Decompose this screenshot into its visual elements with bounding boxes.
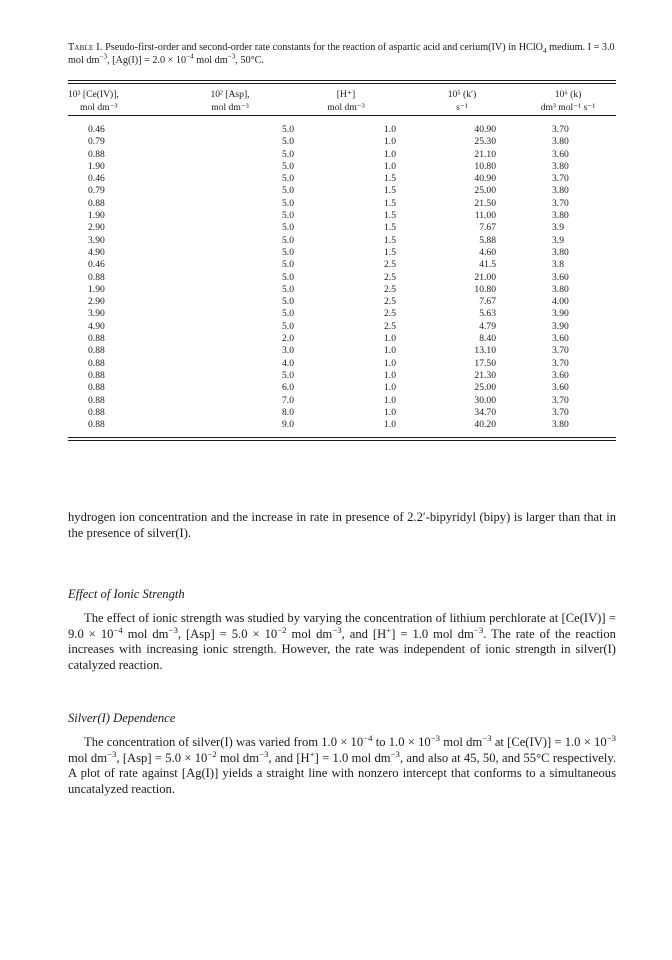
cell-ce-iv: 2.90 [88,296,105,308]
table-row [68,235,616,247]
cell-k: 3.70 [552,345,569,357]
cell-h-plus: 1.5 [384,173,396,185]
cell-k: 3.70 [552,357,569,369]
cell-asp: 5.0 [282,296,294,308]
cell-k: 3.9 [552,222,564,234]
cell-h-plus: 2.5 [384,308,396,320]
cell-k-prime: 7.67 [479,296,496,308]
cell-k-prime: 11.00 [474,210,496,222]
cell-h-plus: 1.0 [384,394,396,406]
cell-k-prime: 10.80 [474,283,496,295]
table-row [68,345,616,357]
cell-asp: 5.0 [282,320,294,332]
cell-ce-iv: 1.90 [88,160,105,172]
cell-k: 3.60 [552,333,569,345]
cell-k-prime: 30.00 [474,394,496,406]
cell-k-prime: 21.30 [474,369,496,381]
cell-h-plus: 1.5 [384,234,396,246]
cell-k-prime: 17.50 [474,357,496,369]
cell-k-prime: 25.00 [474,382,496,394]
cell-asp: 5.0 [282,124,294,135]
table-row [68,272,616,284]
cell-h-plus: 1.0 [384,345,396,357]
cell-h-plus: 1.0 [384,333,396,345]
cell-k: 3.90 [552,308,569,320]
cell-k-prime: 41.5 [479,259,496,271]
cell-k-prime: 21.50 [474,197,496,209]
cell-h-plus: 1.5 [384,197,396,209]
table-row [68,124,616,136]
cell-asp: 5.0 [282,308,294,320]
cell-ce-iv: 0.88 [88,333,105,345]
header-k-prime: 10⁵ (k′) s⁻¹ [447,89,477,113]
table-row [68,247,616,259]
ionic-strength-paragraph: The effect of ionic strength was studied by varying the concentration of lithium perchlorate at $[Ce(IV)] = 9.0 \times 10^{-4}$ mol $dm^{-3}$, $[Asp] = 5.0 \times 10^{-2}$ mol $dm^{-3}$, and [H+] = 1.0 mol $dm^{-3}$. The rate of the reaction increases with increasing ionic strength. However, the rate was independent of ionic strength in silver(I) catalyzed reaction. [68,611,616,672]
cell-ce-iv: 4.90 [88,320,105,332]
cell-k-prime: 4.60 [479,246,496,258]
header-asp: 10² [Asp], mol dm⁻³ [210,89,250,113]
table-bottom-rule [68,437,616,441]
table-caption: Table I. Pseudo-first-order and second-order rate constants for the reaction of aspartic acid and cerium(IV) in HClO$_4$ medium. I = 3.0 mol $dm^{-3}$, $[Ag(I)] = 2.0 \times 10^{-4}$ mol $dm^{-3}$, 50°C. [68,42,615,66]
cell-asp: 4.0 [282,357,294,369]
cell-k: 3.70 [552,406,569,418]
cell-k: 3.70 [552,124,569,135]
table-row [68,259,616,271]
cell-k-prime: 13.10 [474,345,496,357]
cell-asp: 5.0 [282,185,294,197]
cell-ce-iv: 0.88 [88,382,105,394]
cell-h-plus: 1.5 [384,185,396,197]
cell-k-prime: 34.70 [474,406,496,418]
cell-k: 3.80 [552,185,569,197]
cell-ce-iv: 0.88 [88,271,105,283]
header-k: 10⁶ (k) dm³ mol⁻¹ s⁻¹ [540,89,596,113]
cell-asp: 5.0 [282,369,294,381]
cell-asp: 7.0 [282,394,294,406]
table-row [68,358,616,370]
silver-dependence-paragraph: The concentration of silver(I) was varied from $1.0 \times 10^{-4}$ to $1.0 \times 10^{-3}$ mol $dm^{-3}$ at $[Ce(IV)] = 1.0 \times 10^{-3}$ mol $dm^{-3}$, $[Asp] = 5.0 \times 10^{-2}$ mol $dm^{-3}$, and [H+] = 1.0 mol $dm^{-3}$, and also at 45, 50, and 55°C respectively. A plot of rate against [Ag(I)] yields a straight line with nonzero intercept that conforms to a simultaneous uncatalyzed reaction. [68,732,617,796]
cell-k: 3.9 [552,234,564,246]
body-paragraph: hydrogen ion concentration and the increase in rate in presence of 2.2′-bipyridyl (bipy) is larger than that in the presence of silver(I). [68,510,616,540]
cell-h-plus: 1.5 [384,246,396,258]
table-row [68,136,616,148]
cell-h-plus: 1.0 [384,148,396,160]
cell-k: 3.80 [552,246,569,258]
cell-h-plus: 1.5 [384,210,396,222]
cell-asp: 5.0 [282,148,294,160]
cell-k-prime: 4.79 [479,320,496,332]
cell-asp: 5.0 [282,136,294,148]
table-header [68,84,616,115]
table-row [68,395,616,407]
cell-asp: 5.0 [282,160,294,172]
cell-k-prime: 10.80 [474,160,496,172]
cell-h-plus: 1.5 [384,222,396,234]
cell-k: 3.8 [552,259,564,271]
cell-h-plus: 1.0 [384,382,396,394]
cell-ce-iv: 3.90 [88,234,105,246]
cell-k: 4.00 [552,296,569,308]
cell-h-plus: 2.5 [384,283,396,295]
cell-ce-iv: 1.90 [88,283,105,295]
cell-asp: 5.0 [282,210,294,222]
cell-asp: 9.0 [282,419,294,431]
cell-k: 3.70 [552,173,569,185]
cell-h-plus: 1.0 [384,419,396,431]
cell-ce-iv: 1.90 [88,210,105,222]
cell-asp: 3.0 [282,345,294,357]
cell-h-plus: 1.0 [384,357,396,369]
cell-k-prime: 7.67 [479,222,496,234]
cell-k: 3.80 [552,136,569,148]
cell-ce-iv: 0.88 [88,197,105,209]
cell-k-prime: 21.10 [474,148,496,160]
table-body [68,116,616,437]
cell-asp: 5.0 [282,197,294,209]
cell-asp: 5.0 [282,271,294,283]
cell-asp: 5.0 [282,234,294,246]
table-row [68,308,616,320]
cell-ce-iv: 0.88 [88,369,105,381]
cell-asp: 5.0 [282,222,294,234]
cell-k: 3.70 [552,197,569,209]
cell-k: 3.80 [552,210,569,222]
section-heading-silver-dependence: Silver(I) Dependence [68,711,176,725]
cell-k-prime: 5.63 [479,308,496,320]
cell-ce-iv: 0.88 [88,419,105,431]
table-row [68,198,616,210]
cell-ce-iv: 4.90 [88,246,105,258]
cell-ce-iv: 3.90 [88,308,105,320]
cell-ce-iv: 0.79 [88,185,105,197]
cell-asp: 5.0 [282,283,294,295]
cell-h-plus: 2.5 [384,271,396,283]
cell-ce-iv: 0.79 [88,136,105,148]
cell-k-prime: 21.00 [474,271,496,283]
table-label: Table I. [68,42,103,53]
header-h-plus: [H⁺] mol dm⁻³ [327,89,365,113]
rate-constants-table [68,80,616,441]
cell-k-prime: 40.90 [474,124,496,135]
cell-k: 3.90 [552,320,569,332]
cell-ce-iv: 0.88 [88,345,105,357]
cell-asp: 2.0 [282,333,294,345]
cell-k: 3.80 [552,419,569,431]
cell-k: 3.60 [552,271,569,283]
cell-asp: 5.0 [282,246,294,258]
cell-ce-iv: 0.88 [88,357,105,369]
table-row [68,185,616,197]
cell-asp: 5.0 [282,173,294,185]
table-row [68,321,616,333]
cell-h-plus: 1.0 [384,124,396,135]
table-row [68,161,616,173]
table-row [68,149,616,161]
table-row [68,407,616,419]
cell-ce-iv: 2.90 [88,222,105,234]
table-row [68,296,616,308]
cell-h-plus: 1.0 [384,160,396,172]
cell-h-plus: 2.5 [384,296,396,308]
table-row [68,222,616,234]
table-row [68,333,616,345]
cell-ce-iv: 0.46 [88,259,105,271]
cell-asp: 5.0 [282,259,294,271]
cell-k-prime: 8.40 [479,333,496,345]
cell-k: 3.80 [552,283,569,295]
cell-ce-iv: 0.88 [88,394,105,406]
cell-k: 3.60 [552,148,569,160]
cell-ce-iv: 0.88 [88,406,105,418]
cell-k-prime: 25.00 [474,185,496,197]
header-ce-iv: 10³ [Ce(IV)], mol dm⁻³ [68,89,119,113]
cell-h-plus: 2.5 [384,259,396,271]
table-row [68,210,616,222]
table-row [68,419,616,431]
cell-h-plus: 1.0 [384,406,396,418]
cell-h-plus: 2.5 [384,320,396,332]
table-row [68,382,616,394]
cell-asp: 8.0 [282,406,294,418]
cell-ce-iv: 0.46 [88,124,105,135]
cell-ce-iv: 0.88 [88,148,105,160]
cell-ce-iv: 0.46 [88,173,105,185]
cell-k-prime: 40.90 [474,173,496,185]
cell-k-prime: 40.20 [474,419,496,431]
section-heading-ionic-strength: Effect of Ionic Strength [68,587,185,601]
table-row [68,284,616,296]
cell-asp: 6.0 [282,382,294,394]
cell-k: 3.60 [552,382,569,394]
table-row [68,370,616,382]
cell-h-plus: 1.0 [384,136,396,148]
table-row [68,173,616,185]
cell-k: 3.70 [552,394,569,406]
cell-h-plus: 1.0 [384,369,396,381]
cell-k: 3.60 [552,369,569,381]
cell-k: 3.80 [552,160,569,172]
cell-k-prime: 5.88 [479,234,496,246]
cell-k-prime: 25.30 [474,136,496,148]
